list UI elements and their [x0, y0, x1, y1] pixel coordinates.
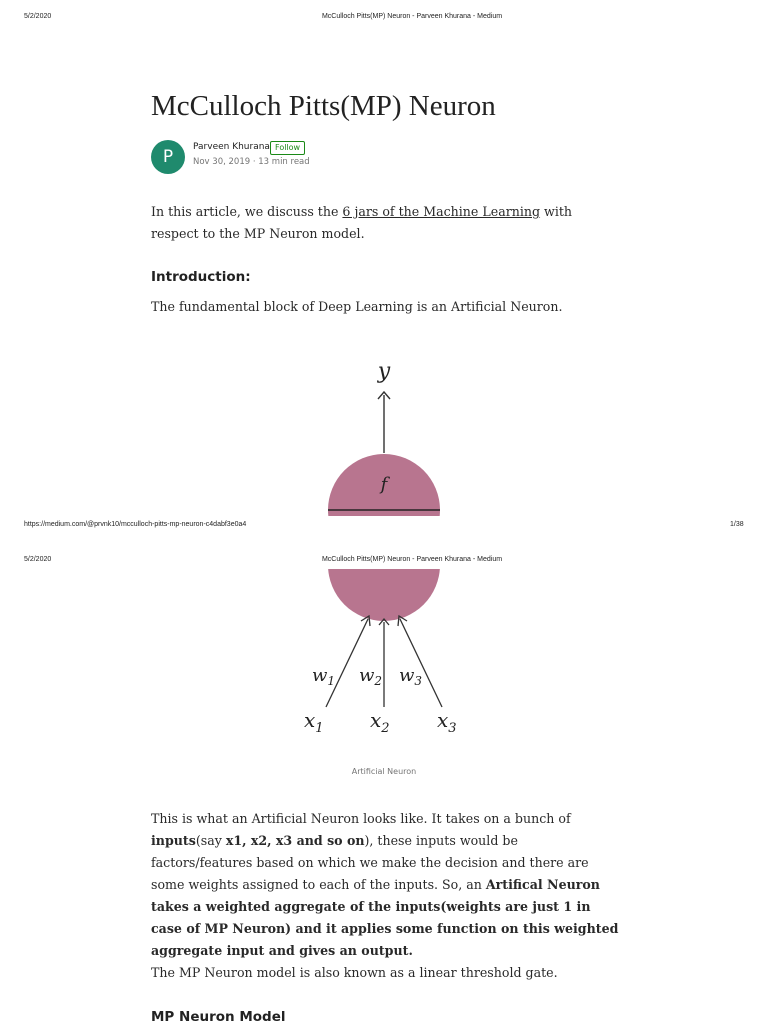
- threshold-paragraph: The MP Neuron model is also known as a linear threshold gate.: [151, 965, 558, 980]
- neuron-bold-inputs: inputs: [151, 833, 196, 848]
- print-header-date: 5/2/2020: [24, 13, 52, 20]
- weight-w1-label: $w_1$: [312, 665, 336, 688]
- print-header-date-page2: 5/2/2020: [24, 556, 52, 563]
- figure-caption: Artificial Neuron: [351, 767, 417, 776]
- output-y-label: y: [377, 359, 391, 384]
- print-footer-url: https://medium.com/@prvnk10/mcculloch-pitts-mp-neuron-c4dabf3e0a4: [24, 521, 247, 528]
- fundamental-paragraph: The fundamental block of Deep Learning is an Artificial Neuron.: [151, 299, 563, 314]
- mp-neuron-model-heading: MP Neuron Model: [151, 1009, 286, 1025]
- author-name-link[interactable]: Parveen Khurana: [193, 142, 270, 152]
- neuron-diagram-top: [0, 350, 768, 520]
- neuron-description-paragraph: [151, 808, 621, 962]
- introduction-heading: Introduction:: [151, 269, 251, 285]
- neuron-text-2: (say: [195, 833, 226, 848]
- input-x3-label: $x_3$: [437, 708, 457, 736]
- weight-w3-label: $w_3$: [399, 665, 423, 688]
- input-x1-label: $x_1$: [304, 708, 324, 736]
- function-f-label: f: [380, 474, 388, 495]
- avatar-letter: P: [162, 147, 174, 167]
- intro-text-before: In this article, we discuss the: [151, 204, 343, 219]
- intro-paragraph: [151, 201, 621, 245]
- neuron-text-3: ), these inputs would be factors/features based on which we make the decision and there are some weights assigned to each of the inputs. So, an: [151, 833, 589, 892]
- neuron-bold-x-list: x1, x2, x3 and so on: [225, 833, 365, 848]
- post-meta: [193, 157, 310, 167]
- intro-text-after: with respect to the MP Neuron model.: [151, 204, 573, 241]
- neuron-text-1: This is what an Artificial Neuron looks like. It takes on a bunch of: [151, 811, 571, 826]
- neuron-node-bottom: [328, 565, 440, 621]
- six-jars-link[interactable]: 6 jars of the Machine Learning: [342, 204, 541, 219]
- print-header-title-page2: McCulloch Pitts(MP) Neuron - Parveen Khurana - Medium: [321, 556, 503, 563]
- read-time: 13 min read: [258, 157, 310, 167]
- input-edge-3: [400, 619, 442, 707]
- meta-separator: ·: [252, 157, 256, 167]
- post-date: Nov 30, 2019: [193, 157, 251, 167]
- article-title: McCulloch Pitts(MP) Neuron: [151, 90, 496, 122]
- input-edge-1: [326, 619, 368, 707]
- follow-button[interactable]: Follow: [270, 141, 305, 155]
- neuron-diagram-bottom: [0, 565, 768, 745]
- author-avatar[interactable]: [151, 140, 185, 174]
- neuron-bold-summary: Artifical Neuron takes a weighted aggregate of the inputs(weights are just 1 in case of MP Neuron) and it applies some function on this weighted aggregate input and gives an output.: [151, 877, 619, 958]
- input-x2-label: $x_2$: [370, 708, 390, 736]
- print-footer-page: 1/38: [730, 521, 744, 528]
- print-header-title: McCulloch Pitts(MP) Neuron - Parveen Khurana - Medium: [321, 13, 503, 20]
- weight-w2-label: $w_2$: [359, 665, 383, 688]
